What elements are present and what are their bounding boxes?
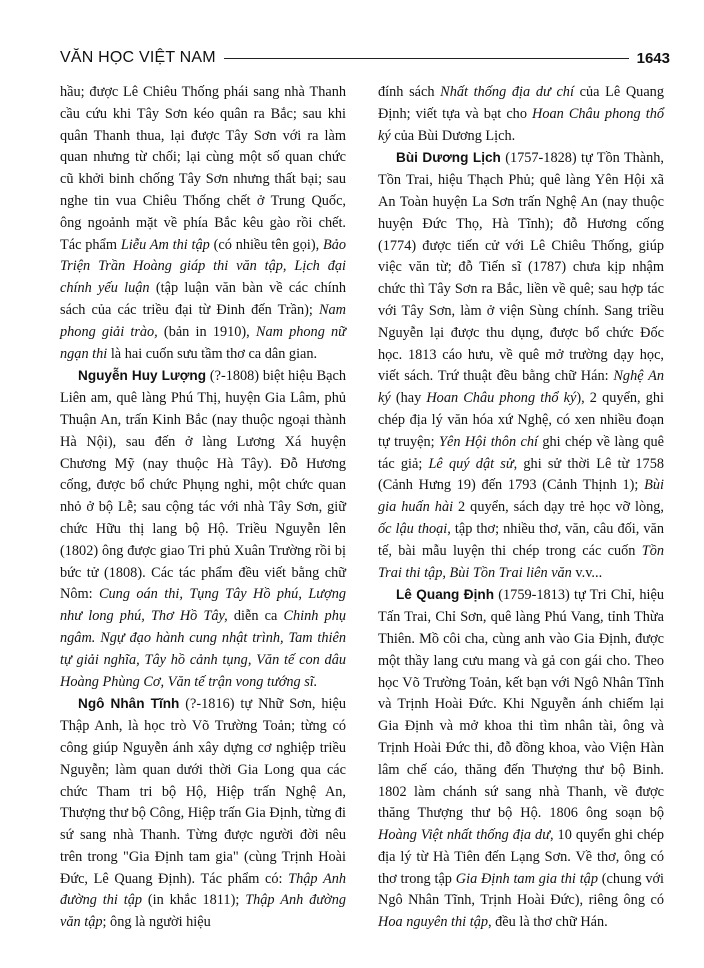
text-run: 2 quyển, sách dạy trẻ học vỡ lòng, <box>453 499 664 516</box>
text-run: là hai cuốn sưu tầm thơ ca dân gian. <box>107 345 318 362</box>
work-title: Nam phong nữ ngạn thi <box>60 323 346 362</box>
work-title: Thập Anh đường thi tập <box>60 870 346 909</box>
text-run: , ghi sử thời Lê từ 1758 (Cảnh Hưng 19) đến 1793 (Cảnh Thịnh 1); <box>378 455 664 494</box>
text-run: (in khắc 1811); <box>142 892 246 909</box>
work-title: Tồn Trai thi tập, Bùi Tồn Trai liên văn <box>378 542 664 581</box>
work-title: Liễu Am thi tập <box>120 236 210 253</box>
work-title: Yên Hội thôn chí <box>439 433 538 450</box>
entry-le-quang-dinh <box>378 584 664 934</box>
entry-name: Ngô Nhân Tĩnh <box>78 696 180 712</box>
work-title: Hoàng Việt nhất thống địa dư <box>378 827 550 844</box>
page-header <box>60 46 670 70</box>
text-run: , 10 quyển ghi chép địa lý từ Hà Tiên đến Lạng Sơn. Về thơ, ông có thơ trong tập <box>378 827 664 887</box>
paragraph-continued <box>60 82 346 365</box>
running-title: VĂN HỌC VIỆT NAM <box>60 49 216 66</box>
entry-name: Nguyễn Huy Lượng <box>78 368 207 384</box>
work-title: Hoa nguyên thi tập <box>378 914 488 931</box>
text-run: ; ông là người hiệu <box>102 914 211 931</box>
left-column <box>60 82 346 934</box>
text-run: của Bùi Dương Lịch. <box>390 127 516 144</box>
page-number: 1643 <box>636 49 670 67</box>
text-run: của Lê Quang Định; viết tựa và bạt cho <box>378 84 664 122</box>
text-run: hầu; được Lê Chiêu Thống phái sang nhà Thanh cầu cứu khi Tây Sơn kéo quân ra Bắc; sau khi quân Thanh thua, lại được Tây Sơn với ra làm quan nhưng từ chối; lại cùng một số quan chức cũ khởi binh chống Tây Sơn nhưng thất bại; sau nghe tin vua Chiêu Thống chết ở Trung Quốc, ông ngoảnh mặt về phía Bắc kêu gào rồi chết. Tác phẩm <box>60 84 346 253</box>
work-title: Bùi gia huấn hài <box>378 477 664 516</box>
text-run: (hay <box>390 390 427 407</box>
work-title: Chinh phụ ngâm. Ngự đạo hành cung nhật trình, Tam thiên tự giải nghĩa, Tây hồ cảnh tụng, Văn tế con dâu Hoàng Phùng Cơ, Văn tế trận vong tướng sĩ. <box>60 608 346 690</box>
work-title: Bảo Triện Trần Hoàng giáp thi văn tập, Lịch đại chính yếu luận <box>60 236 346 297</box>
header-rule <box>224 58 629 59</box>
entry-name: Lê Quang Định <box>396 587 495 603</box>
work-title: Hoan Châu phong thổ ký <box>378 105 664 144</box>
text-run: (có nhiều tên gọi), <box>209 236 323 253</box>
work-title: Nghệ An ký <box>378 368 664 407</box>
text-run: (tập luận văn bàn về các chính sách của các triều đại từ Đinh đến Trần); <box>60 280 346 318</box>
text-run: ghi chép về làng quê tác giả; <box>378 433 664 472</box>
work-title: Cung oán thi, Tụng Tây Hồ phú, Lượng như long phú, Thơ Hồ Tây, <box>60 586 347 625</box>
text-run: (chung với Ngô Nhân Tĩnh, Trịnh Hoài Đức), riêng ông có <box>378 870 664 909</box>
work-title: Nhất thống địa dư chí <box>440 84 574 100</box>
text-run: (1759-1813) tự Tri Chỉ, hiệu Tấn Trai, Chỉ Sơn, quê làng Phú Vang, tỉnh Thừa Thiên. Mồ côi cha, cùng anh vào Gia Định, được một thầy lang cưu mang và gả con gái cho. Theo học Võ Trường Toản, kết bạn với Ngô Nhân Tĩnh và Trịnh Hoài Đức. Khi Nguyễn ánh chiếm lại Gia Định và mở khoa thi tìm nhân tài, ông và Trịnh Hoài Đức thi, đỗ đồng khoa, vào Viện Hàn lâm chế cáo, thăng đến Thượng thư bộ Binh. 1802 làm chánh sứ sang nhà Thanh, về được thăng Thượng thư bộ Hộ. 1806 ông soạn bộ <box>378 587 664 822</box>
text-run: (?-1808) biệt hiệu Bạch Liên am, quê làng Phú Thị, huyện Gia Lâm, phủ Thuận An, trấn Kinh Bắc (nay thuộc ngoại thành Hà Nội), sau đến ở làng Lương Xá huyện Chương Mỹ (nay thuộc Hà Tây). Đỗ Hương cống, được bổ chức Phụng nghi, một chức quan nhỏ ở bộ Lễ; sau cộng tác với nhà Tây Sơn, giữ chức Hữu thị lang bộ Hộ. Triều Nguyễn lên (1802) ông được giao Tri phủ Xuân Trường rồi bị bức tử (1808). Các tác phẩm đều viết bằng chữ Nôm: <box>60 368 346 603</box>
right-column <box>378 82 664 934</box>
entry-ngo-nhan-tinh <box>60 693 346 934</box>
entry-name: Bùi Dương Lịch <box>396 150 501 166</box>
entry-nguyen-huy-luong <box>60 365 346 693</box>
work-title: Lê quý dật sử <box>428 455 514 472</box>
work-title: ốc lậu thoại <box>378 520 448 537</box>
entry-bui-duong-lich <box>378 147 664 584</box>
paragraph-continued <box>378 82 664 147</box>
work-title: Gia Định tam gia thi tập <box>455 870 598 887</box>
work-title: Hoan Châu phong thổ ký <box>426 390 577 407</box>
text-run: (?-1816) tự Nhữ Sơn, hiệu Thập Anh, là học trò Võ Trường Toản; từng có công giúp Nguyễn ánh xây dựng cơ nghiệp triều Nguyễn; làm quan dưới thời Gia Long qua các chức Tham tri bộ Hộ, Hiệp trấn Nghệ An, Thượng thư bộ Công, Hiệp trấn Gia Định, từng đi sứ sang nhà Thanh. Từng được người đời nêu trên trong "Gia Định tam gia" (cùng Trịnh Hoài Đức, Lê Quang Định). Tác phẩm có: <box>60 696 346 887</box>
text-run: ), 2 quyển, ghi chép địa lý văn hóa xứ Nghệ, có xen nhiều đoạn tự truyện; <box>378 390 664 450</box>
text-run: , đều là thơ chữ Hán. <box>488 914 608 931</box>
text-run: v.v... <box>571 564 603 581</box>
text-run: diễn ca <box>227 608 284 625</box>
text-run: (bản in 1910), <box>157 323 256 340</box>
work-title: Nam phong giải trào, <box>60 301 346 340</box>
text-run: , tập thơ; nhiều thơ, văn, câu đối, văn tế, bài mẫu luyện thi chép trong các cuốn <box>378 520 664 559</box>
text-run: đính sách <box>378 84 441 100</box>
text-run: (1757-1828) tự Tồn Thành, Tồn Trai, hiệu Thạch Phủ; quê làng Yên Hội xã An Toàn huyện La Sơn trấn Nghệ An (nay thuộc huyện Đức Thọ, Hà Tĩnh); đỗ Hương cống (1774) được tiến cử với Lê Chiêu Thống, giúp việc văn từ; đỗ Tiến sĩ (1787) chưa kịp nhậm chức thì Tây Sơn ra Bắc, liền về quê; sau hợp tác với Tây Sơn, làm ở viện Sùng chính. Sang triều Nguyễn lại được thu dụng, được bổ chức Đốc học. 1813 cáo hưu, về quê mở trường dạy học, viết sách. Trứ thuật đều bằng chữ Hán: <box>378 150 665 385</box>
work-title: Thập Anh đường văn tập <box>60 892 346 931</box>
